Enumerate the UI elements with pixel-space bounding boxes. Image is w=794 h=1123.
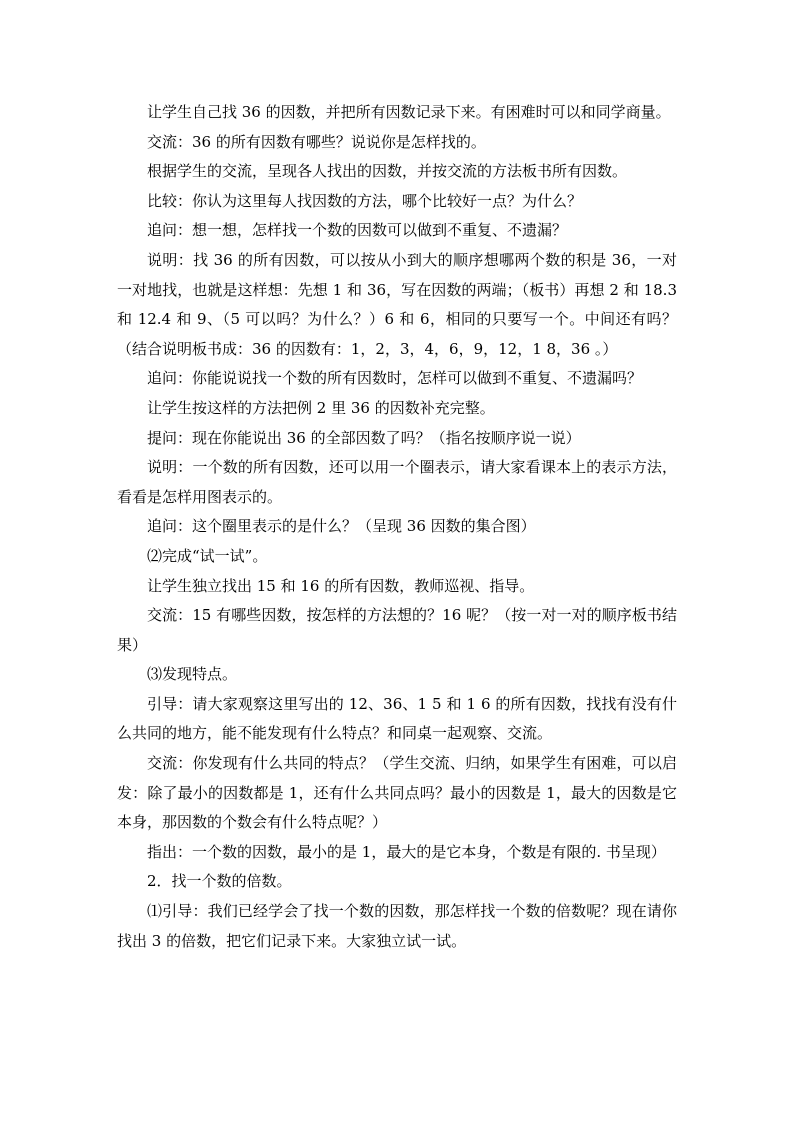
paragraph-15: ⑶发现特点。 <box>147 665 238 684</box>
paragraph-20: ⑴引导：我们已经学会了找一个数的因数，那怎样找一个数的倍数呢？现在请你找出 3 的倍数，把它们记录下来。大家独立试一试。 <box>117 902 677 950</box>
paragraph-7: 追问：你能说说找一个数的所有因数时，怎样可以做到不重复、不遗漏吗？ <box>147 369 643 388</box>
paragraph-12: ⑵完成“试一试”。 <box>147 546 268 565</box>
paragraph-13: 让学生独立找出 15 和 16 的所有因数，教师巡视、指导。 <box>147 576 535 595</box>
paragraph-2: 交流：36 的所有因数有哪些？说说你是怎样找的。 <box>147 132 486 151</box>
paragraph-3: 根据学生的交流，呈现各人找出的因数，并按交流的方法板书所有因数。 <box>147 162 628 181</box>
paragraph-19: 2．找一个数的倍数。 <box>147 872 292 891</box>
paragraph-1: 让学生自己找 36 的因数，并把所有因数记录下来。有困难时可以和同学商量。 <box>147 103 671 121</box>
paragraph-8: 让学生按这样的方法把例 2 里 36 的因数补充完整。 <box>147 398 495 417</box>
paragraph-6: 说明：找 36 的所有因数，可以按从小到大的顺序想哪两个数的积是 36，一对一对地找，也就是这样想：先想 1 和 36，写在因数的两端；（板书）再想 2 和 18.3 和 12.4 和 9、（5 可以吗？为什么？）6 和 6，相同的只要写一个。中间还有吗？（结合说明板书成：36 的因数有：1，2，3，4，6，9，12，1 8，36 。） <box>117 250 677 358</box>
paragraph-5: 追问：想一想，怎样找一个数的因数可以做到不重复、不遗漏？ <box>147 221 568 240</box>
document-page <box>117 98 677 956</box>
paragraph-10: 说明：一个数的所有因数，还可以用一个圈表示，请大家看课本上的表示方法，看看是怎样用图表示的。 <box>117 458 677 506</box>
paragraph-17: 交流：你发现有什么共同的特点？（学生交流、归纳，如果学生有困难，可以启发：除了最小的因数都是 1，还有什么共同点吗？最小的因数是 1，最大的因数是它本身，那因数的个数会有什么特点呢？） <box>117 754 677 832</box>
paragraph-9: 提问：现在你能说出 36 的全部因数了吗？（指名按顺序说一说） <box>147 428 581 447</box>
paragraph-16: 引导：请大家观察这里写出的 12、36、1 5 和 1 6 的所有因数，找找有没有什么共同的地方，能不能发现有什么特点？和同桌一起观察、交流。 <box>117 694 677 743</box>
paragraph-4: 比较：你认为这里每人找因数的方法，哪个比较好一点？为什么？ <box>147 191 583 210</box>
paragraph-18: 指出：一个数的因数，最小的是 1，最大的是它本身，个数是有限的. 书呈现） <box>147 842 666 861</box>
paragraph-14: 交流：15 有哪些因数，按怎样的方法想的？16 呢？（按一对一对的顺序板书结果） <box>117 606 677 654</box>
paragraph-11: 追问：这个圈里表示的是什么？（呈现 36 因数的集合图） <box>147 517 536 536</box>
